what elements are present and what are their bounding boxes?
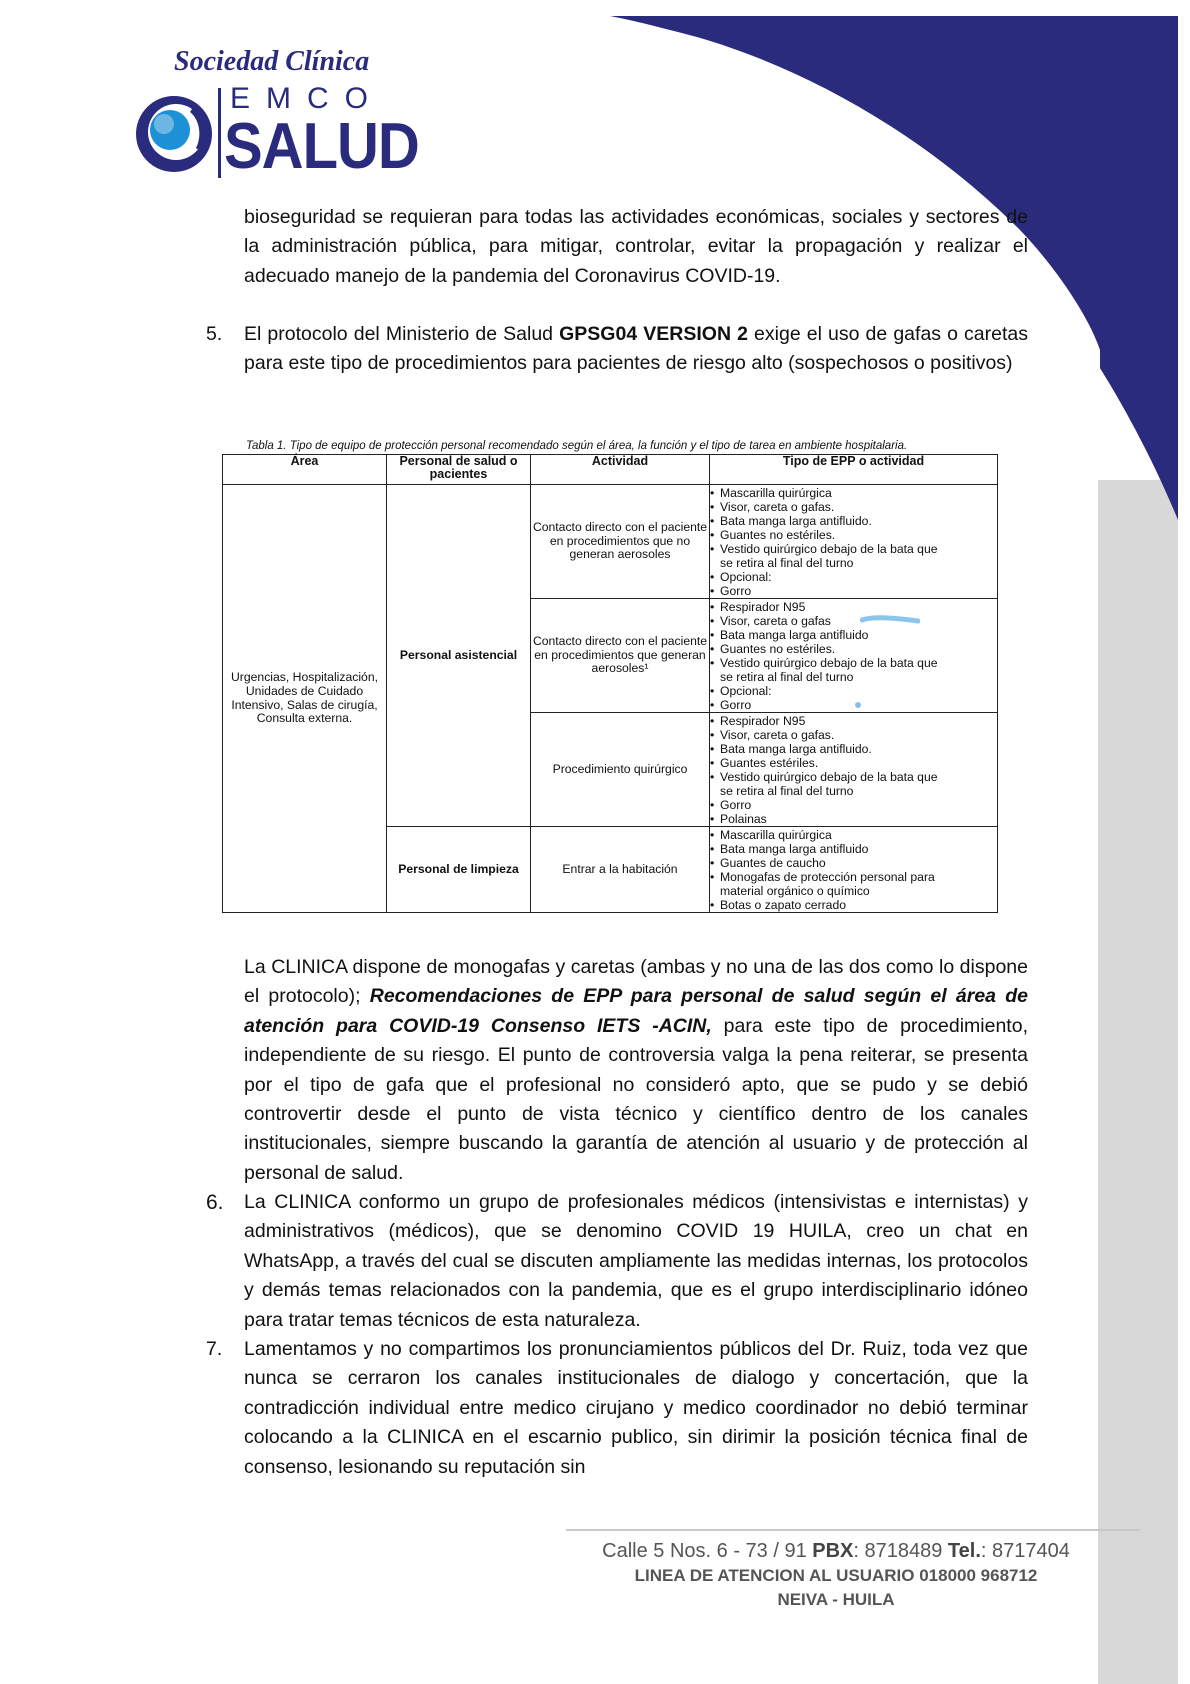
clinica-recommendation-title: Recomendaciones de EPP para personal de salud según el área de atención para COVID-19 Consenso IETS -ACIN, (244, 985, 1028, 1037)
epp-item: • Polainas (710, 812, 997, 826)
footer-tel-label: Tel. (947, 1540, 981, 1562)
epp-item: • Gorro (710, 798, 997, 812)
footer-pbx-value: : 8718489 (853, 1540, 948, 1562)
epp-item: • Monogafas de protección personal para (710, 870, 997, 884)
table-header-row (223, 455, 998, 485)
epp-item: • Respirador N95 (710, 714, 997, 728)
footer-tel-value: : 8717404 (980, 1540, 1070, 1562)
footer-address: Calle 5 Nos. 6 - 73 / 91 (602, 1540, 813, 1562)
clinic-logo (134, 46, 419, 186)
epp-item: • Gorro (710, 698, 997, 712)
epp-item: • Botas o zapato cerrado (710, 898, 997, 912)
highlight-arrow-icon (860, 613, 920, 627)
logo-title: Sociedad Clínica (174, 46, 370, 77)
epp-item: • Opcional: (710, 570, 997, 584)
list-item-number: 7. (206, 1338, 223, 1360)
footer-service-line: LINEA DE ATENCION AL USUARIO 018000 968712 (634, 1566, 1038, 1585)
header-tipo-epp: Tipo de EPP o actividad (710, 455, 998, 485)
footer-contact-line (566, 1538, 1106, 1564)
table-row (223, 485, 998, 599)
item5-text-after: exige el uso de gafas o caretas para este tipo de procedimientos para pacientes de riesgo alto (sospechosos o positivos) (244, 323, 1029, 375)
epp-item: • Visor, careta o gafas. (710, 500, 997, 514)
epp-item: • Vestido quirúrgico debajo de la bata que (710, 770, 997, 784)
epp-item: • Guantes no estériles. (710, 642, 997, 656)
epp-item: se retira al final del turno (720, 669, 854, 684)
list-item-body (244, 320, 1028, 379)
personal-asistencial-cell: Personal asistencial (387, 485, 531, 827)
epp-table (222, 454, 998, 913)
epp-item: • Guantes no estériles. (710, 528, 997, 542)
paragraph-bioseguridad-text: bioseguridad se requieran para todas las actividades económicas, sociales y sectores de la administración pública, para mitigar, controlar, evitar la propagación y realizar el adecuado manejo de la pandemia del Coronavirus COVID-19. (244, 206, 1028, 287)
epp-cell (710, 599, 998, 713)
epp-item: • Bata manga larga antifluido (710, 628, 997, 642)
list-item-body: Lamentamos y no compartimos los pronunciamientos públicos del Dr. Ruiz, toda vez que nunca se cerraron los canales institucionales de dialogo y concertación, que la contradicción individual entre medico cirujano y medico coordinador no debió terminar colocando a la CLINICA en el escarnio publico, sin dirimir la posición técnica final de consenso, lesionando su reputación sin (244, 1338, 1028, 1478)
actividad-cell: Procedimiento quirúrgico (531, 713, 710, 827)
logo-swirl-icon (134, 88, 216, 176)
list-item-body: La CLINICA conformo un grupo de profesionales médicos (intensivistas e internistas) y administrativos (médicos), que se denomino COVID 19 HUILA, creo un chat en WhatsApp, a través del cual se discuten ampliamente las medidas internas, los protocolos y demás temas relacionados con la pandemia, que es el grupo interdisciplinario idóneo para tratar temas técnicos de esta naturaleza. (244, 1191, 1028, 1331)
epp-item: • Bata manga larga antifluido. (710, 514, 997, 528)
table-caption: Tabla 1. Tipo de equipo de protección personal recomendado según el área, la función y el tipo de tarea en ambiente hospitalaria. (246, 440, 908, 452)
personal-limpieza-cell: Personal de limpieza (387, 827, 531, 913)
clinica-text-before: La CLINICA dispone de monogafas y caretas (ambas y no una de las dos como lo dispone el protocolo); (244, 956, 1028, 1008)
logo-emco-text: EMCO (230, 82, 384, 115)
area-cell: Urgencias, Hospitalización, Unidades de Cuidado Intensivo, Salas de cirugía, Consulta externa. (223, 485, 387, 913)
footer (566, 1538, 1106, 1612)
epp-item: se retira al final del turno (720, 783, 854, 798)
header-personal: Personal de salud o pacientes (387, 455, 531, 485)
epp-item: • Visor, careta o gafas (710, 614, 997, 628)
clinica-text-after: para este tipo de procedimiento, independiente de su riesgo. El punto de controversia valga la pena reiterar, se presenta por el tipo de gafa que el profesional no consideró apto, que se pudo y se debió controvertir desde el punto de vista técnico y científico dentro de los canales institucionales, siempre buscando la garantía de atención al usuario y de protección al personal de salud. (244, 1014, 1028, 1184)
epp-item: • Guantes de caucho (710, 856, 997, 870)
epp-item: material orgánico o químico (720, 883, 870, 898)
footer-city: NEIVA - HUILA (777, 1590, 895, 1609)
item5-text-before: El protocolo del Ministerio de Salud (244, 323, 560, 345)
epp-item: • Visor, careta o gafas. (710, 728, 997, 742)
epp-item: se retira al final del turno (720, 555, 854, 570)
epp-item: • Bata manga larga antifluido. (710, 742, 997, 756)
footer-pbx-label: PBX (812, 1540, 854, 1562)
list-item-number: 6. (206, 1191, 224, 1214)
epp-cell (710, 827, 998, 913)
epp-item: • Opcional: (710, 684, 997, 698)
epp-item: • Vestido quirúrgico debajo de la bata que (710, 656, 997, 670)
paragraph-clinica (244, 953, 1028, 1188)
item5-protocol-code: GPSG04 VERSION 2 (559, 323, 748, 345)
header-actividad: Actividad (531, 455, 710, 485)
epp-item: • Guantes estériles. (710, 756, 997, 770)
actividad-cell: Contacto directo con el paciente en procedimientos que generan aerosoles¹ (531, 599, 710, 713)
actividad-cell: Entrar a la habitación (531, 827, 710, 913)
logo-divider (218, 88, 221, 178)
paragraph-clinica-text (244, 953, 1028, 1188)
epp-item: • Vestido quirúrgico debajo de la bata que (710, 542, 997, 556)
epp-item: • Gorro (710, 584, 997, 598)
paragraph-bioseguridad (244, 203, 1028, 291)
list-item-number: 5. (206, 323, 223, 345)
actividad-cell: Contacto directo con el paciente en procedimientos que no generan aerosoles (531, 485, 710, 599)
epp-cell (710, 485, 998, 599)
header-area: Área (223, 455, 387, 485)
epp-item: • Mascarilla quirúrgica (710, 486, 997, 500)
epp-cell (710, 713, 998, 827)
epp-item: • Bata manga larga antifluido (710, 842, 997, 856)
epp-item: • Mascarilla quirúrgica (710, 828, 997, 842)
highlight-dot-icon (854, 701, 862, 709)
epp-item: • Respirador N95 (710, 600, 997, 614)
footer-divider (566, 1529, 1140, 1531)
logo-salud-text: SALUD (224, 109, 419, 183)
